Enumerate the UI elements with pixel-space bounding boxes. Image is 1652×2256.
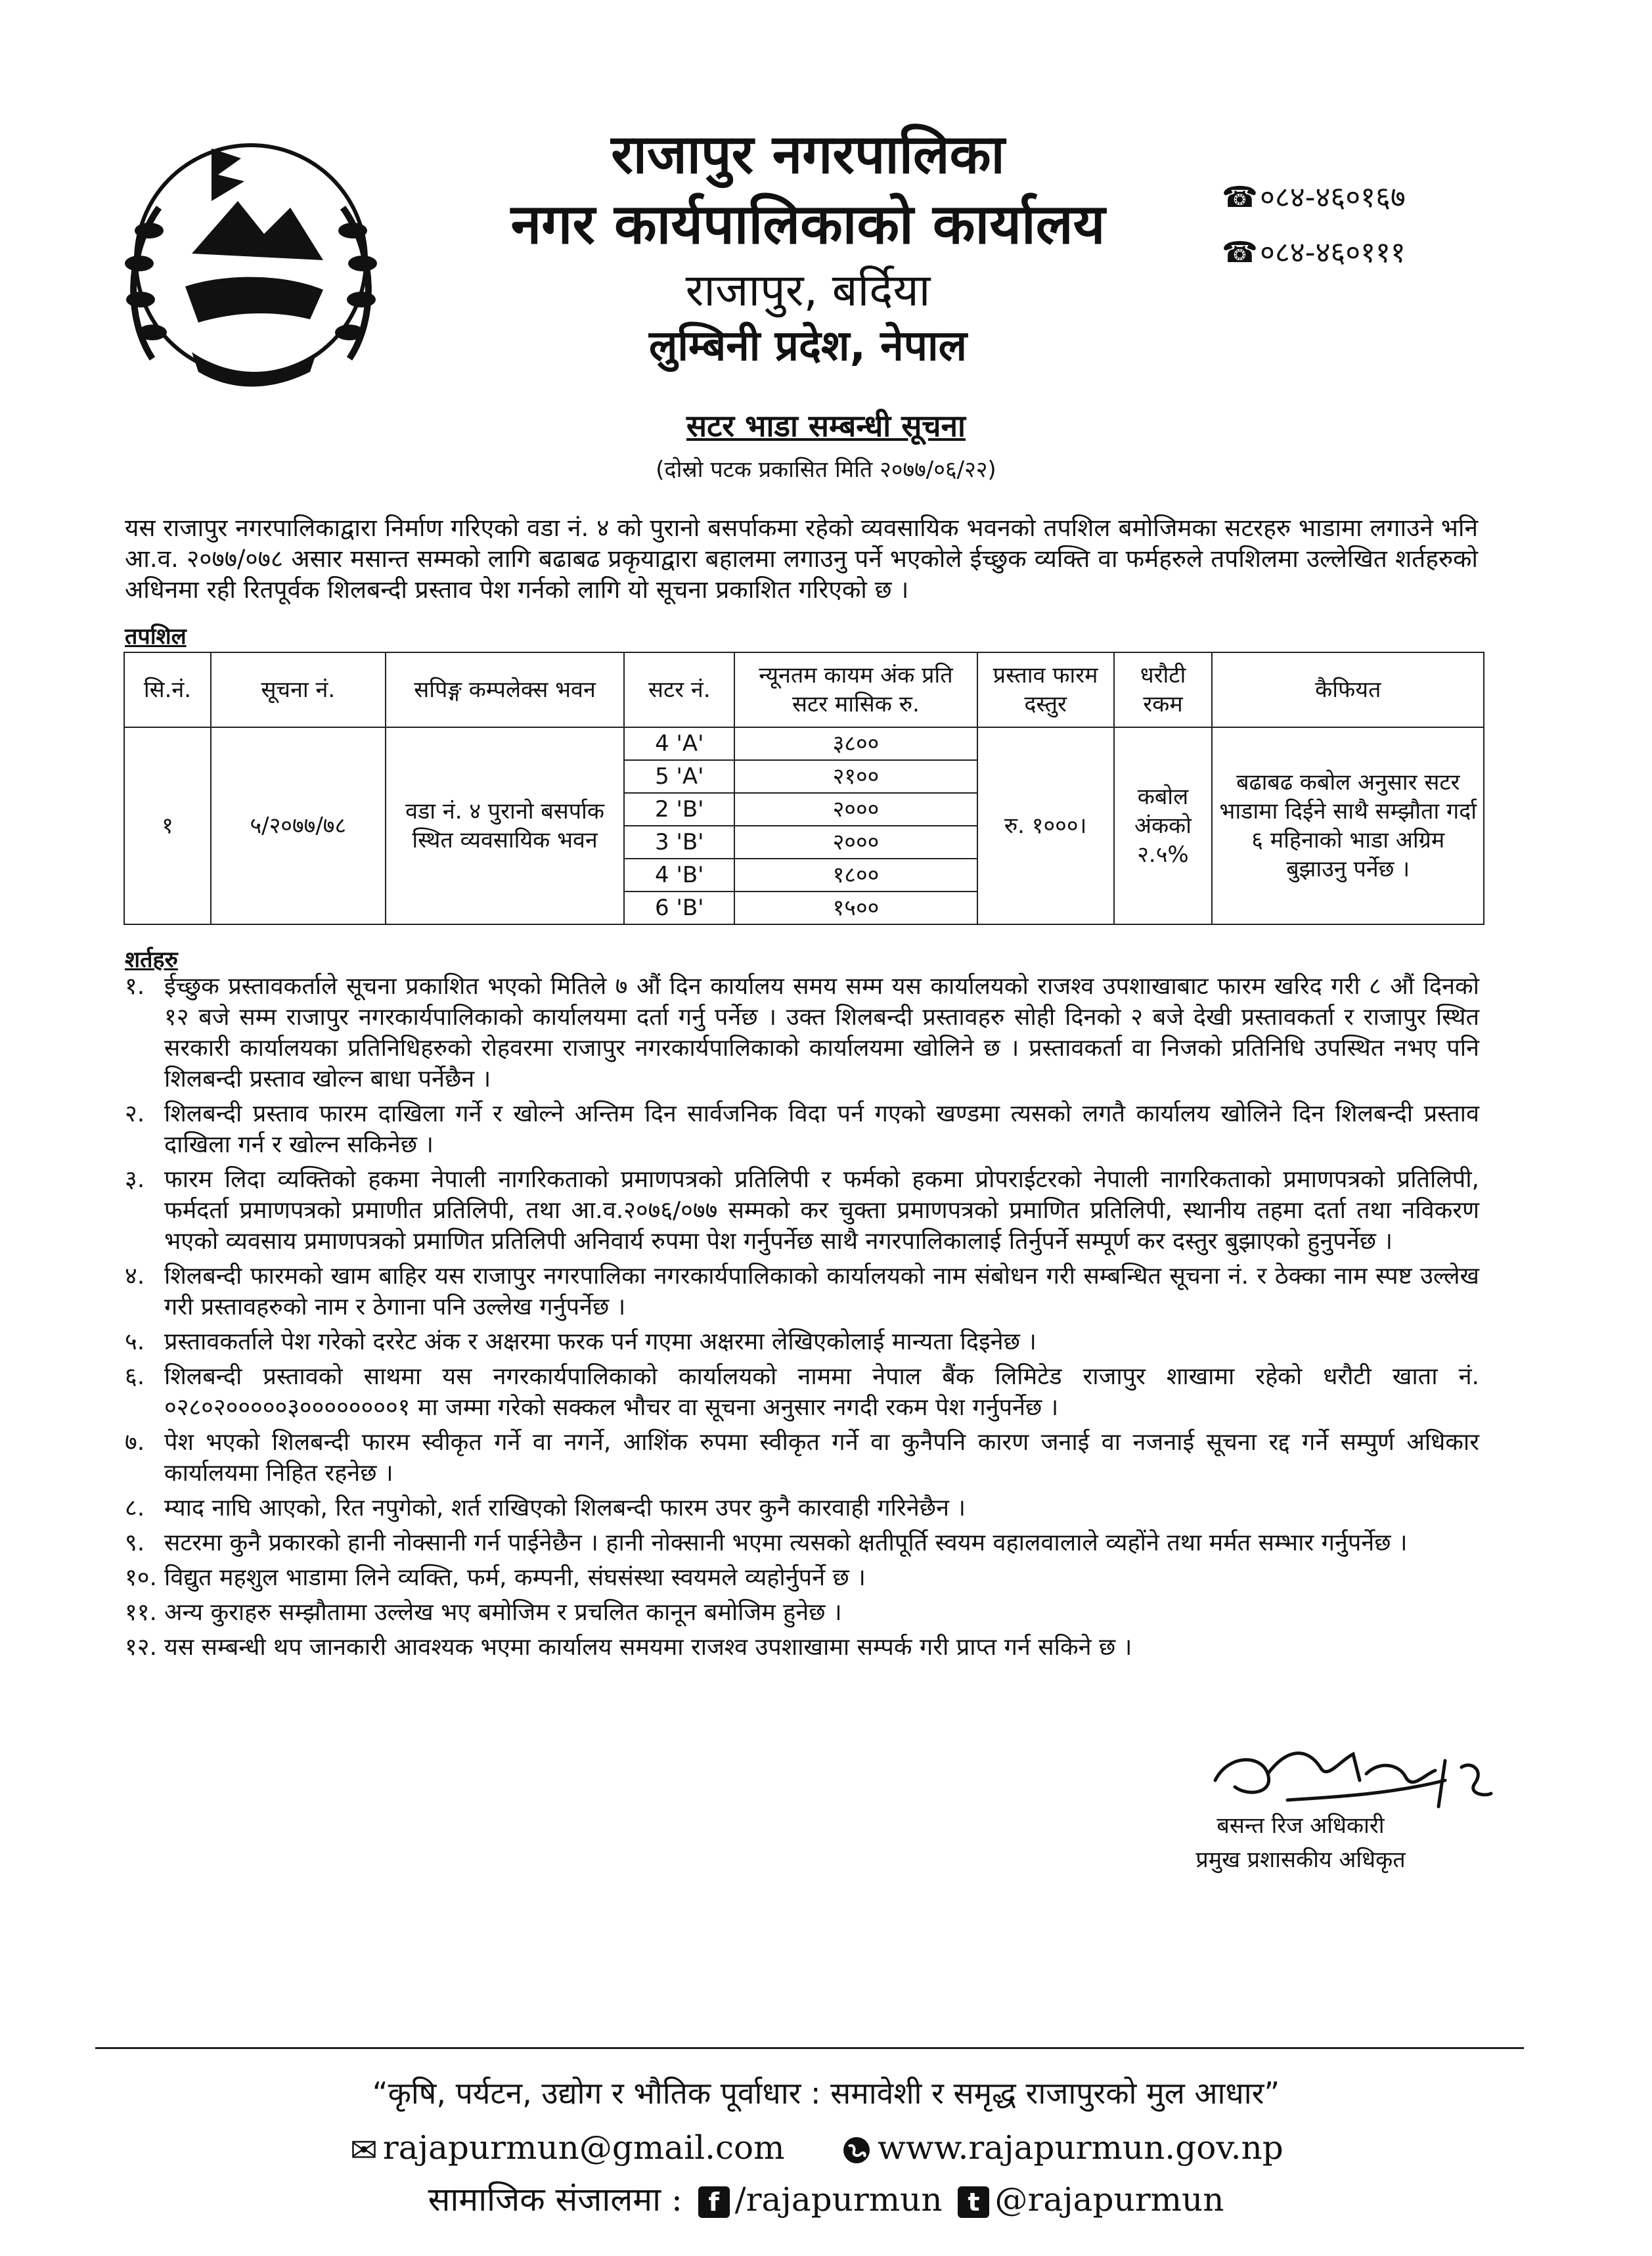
- header-min-rent: न्यूनतम कायम अंक प्रति सटर मासिक रु.: [734, 652, 977, 727]
- footer-divider: [95, 2047, 1524, 2049]
- cell-min-rent: ३८००: [734, 727, 977, 760]
- footer-website[interactable]: [836, 2129, 1284, 2167]
- term-number: १०.: [125, 1564, 157, 1591]
- cell-shutter-no: 3 'B': [624, 826, 734, 859]
- email-text: rajapurmun@gmail.com: [382, 2129, 785, 2167]
- notice-subtitle: (दोस्रो पटक प्रकासित मिति २०७७/०६/२२): [656, 457, 996, 483]
- header-sn: सि.नं.: [124, 652, 211, 727]
- globe-icon: [841, 2134, 872, 2166]
- telephone-icon: ☎: [1222, 181, 1258, 214]
- signatory-name: बसन्त रिज अधिकारी: [1217, 1813, 1385, 1839]
- term-text: ईच्छुक प्रस्तावकर्ताले सूचना प्रकाशित भएको मितिले ७ औं दिन कार्यालय समय सम्म यस कार्यालयको राजश्व उपशाखाबाट फारम खरिद गरी ८ औं दिनको १२ बजे सम्म राजापुर नगरकार्यपालिकाको कार्यालयमा दर्ता गर्नु पर्नेछ । उक्त शिलबन्दी प्रस्तावहरु सोही दिनको २ बजे देखी प्रस्तावकर्ता र राजापुर स्थित सरकारी कार्यालयका प्रतिनिधिहरुको रोहवरमा राजापुर नगरकार्यपालिकाको कार्यालयमा खोलिने छ । प्रस्तावकर्ता वा निजको प्रतिनिधि उपस्थित नभए पनि शिलबन्दी प्रस्ताव खोल्न बाधा पर्नेछैन ।: [164, 973, 1479, 1093]
- nepal-emblem-icon: [113, 122, 389, 398]
- term-text: अन्य कुराहरु सम्झौतामा उल्लेख भए बमोजिम र प्रचलित कानून बमोजिम हुनेछ ।: [164, 1599, 842, 1626]
- header-complex: सपिङ्ग कम्पलेक्स भवन: [386, 652, 625, 727]
- intro-paragraph: यस राजापुर नगरपालिकाद्वारा निर्माण गरिएको वडा नं. ४ को पुरानो बसर्पाकमा रहेको व्यवसायिक भवनको तपशिल बमोजिमका सटरहरु भाडामा लगाउने भनि आ.व. २०७७/०७८ असार मसान्त सम्मको लागि बढाबढ प्रकृयाद्वारा बहालमा लगाउनु पर्ने भएकोले ईच्छुक व्यक्ति वा फर्महरुले तपशिलमा उल्लेखित शर्तहरुको अधिनमा रही रितपूर्वक शिलबन्दी प्रस्ताव पेश गर्नको लागि यो सूचना प्रकाशित गरिएको छ ।: [125, 514, 1478, 604]
- header-deposit: धरौटी रकम: [1114, 652, 1213, 727]
- envelope-icon: ✉: [350, 2131, 378, 2169]
- municipality-name: राजापुर नगरपालिका: [611, 124, 1005, 186]
- list-item: [125, 1597, 1479, 1628]
- telephone-icon: ☎: [1222, 236, 1258, 269]
- term-number: ६.: [125, 1363, 145, 1390]
- phone-number-2: [1222, 231, 1406, 271]
- twitter-handle[interactable]: @rajapurmun: [994, 2180, 1224, 2219]
- cell-min-rent: २०००: [734, 793, 977, 826]
- cell-remarks: बढाबढ कबोल अनुसार सटर भाडामा दिईने साथै सम्झौता गर्दा ६ महिनाको भाडा अग्रिम बुझाउनु पर्नेछ ।: [1212, 727, 1484, 924]
- list-item: [125, 1562, 1479, 1593]
- term-text: शिलबन्दी प्रस्ताव फारम दाखिला गर्ने र खोल्ने अन्तिम दिन सार्वजनिक विदा पर्न गएको खण्डमा त्यसको लगतै कार्यालय खोलिने दिन शिलबन्दी प्रस्ताव दाखिला गर्न र खोल्न सकिनेछ ।: [164, 1100, 1479, 1158]
- schedule-label: तपशिल: [125, 623, 187, 650]
- header-remarks: कैफियत: [1212, 652, 1484, 727]
- signatory-designation: प्रमुख प्रशासकीय अधिकृत: [1195, 1847, 1406, 1873]
- header-shutter-no: सटर नं.: [624, 652, 734, 727]
- cell-shutter-no: 4 'B': [624, 859, 734, 891]
- cell-shutter-no: 2 'B': [624, 793, 734, 826]
- term-text: शिलबन्दी फारमको खाम बाहिर यस राजापुर नगरपालिका नगरकार्यपालिकाको कार्यालयको नाम संबोधन गरी सम्बन्धित सूचना नं. र ठेक्का नाम स्पष्ट उल्लेख गरी प्रस्तावहरुको नाम र ठेगाना पनि उल्लेख गर्नुपर्नेछ ।: [164, 1263, 1479, 1320]
- term-number: ७.: [125, 1429, 145, 1456]
- term-number: ८.: [125, 1495, 145, 1522]
- term-number: ९.: [125, 1529, 145, 1556]
- province-name: लुम्बिनी प्रदेश, नेपाल: [648, 322, 968, 371]
- cell-form-fee: रु. १०००।: [977, 727, 1114, 924]
- phone-text: ०८४-४६०१६७: [1260, 181, 1406, 214]
- list-item: [125, 1427, 1479, 1489]
- term-text: शिलबन्दी प्रस्तावको साथमा यस नगरकार्यपालिकाको कार्यालयको नाममा नेपाल बैंक लिमिटेड राजापुर शाखामा रहेको धरौटी खाता नं. ०२८०२०००००३००००००००१ मा जम्मा गरेको सक्कल भौचर वा सूचना अनुसार नगदी रकम पेश गर्नुपर्नेछ ।: [164, 1363, 1479, 1421]
- list-item: [125, 1632, 1479, 1663]
- cell-complex: वडा नं. ४ पुरानो बसर्पाक स्थित व्यवसायिक भवन: [386, 727, 625, 924]
- footer-slogan: “कृषि, पर्यटन, उद्योग र भौतिक पूर्वाधार : समावेशी र समृद्ध राजापुरको मुल आधार”: [372, 2075, 1280, 2111]
- term-text: प्रस्तावकर्ताले पेश गरेको दररेट अंक र अक्षरमा फरक पर्न गएमा अक्षरमा लेखिएकोलाई मान्यता दिइनेछ ।: [164, 1328, 1037, 1355]
- term-text: फारम लिदा व्यक्तिको हकमा नेपाली नागरिकताको प्रमाणपत्रको प्रतिलिपी र फर्मको हकमा प्रोपराईटरको नेपाली नागरिकताको प्रमाणपत्रको प्रतिलिपी, फर्मदर्ता प्रमाणपत्रको प्रमाणीत प्रतिलिपी, तथा आ.व.२०७६/०७७ सम्मको कर चुक्ता प्रमाणपत्रको प्रमाणित प्रतिलिपी, स्थानीय तहमा दर्ता तथा नविकरण भएको व्यवसाय प्रमाणपत्रको प्रमाणित प्रतिलिपी अनिवार्य रुपमा पेश गर्नुपर्नेछ साथै नगरपालिकालाई तिर्नुपर्ने सम्पूर्ण कर दस्तुर बुझाएको हुनुपर्नेछ ।: [164, 1166, 1479, 1255]
- header-notice-no: सूचना नं.: [211, 652, 386, 727]
- list-item: [125, 1493, 1479, 1523]
- term-number: २.: [125, 1100, 145, 1127]
- term-text: यस सम्बन्धी थप जानकारी आवश्यक भएमा कार्यालय समयमा राजश्व उपशाखामा सम्पर्क गरी प्राप्त गर्न सकिने छ ।: [164, 1634, 1132, 1661]
- office-name: नगर कार्यपालिकाको कार्यालय: [510, 192, 1105, 256]
- table-row: [124, 727, 1484, 760]
- term-number: १२.: [125, 1634, 157, 1661]
- table-header-row: [124, 652, 1484, 727]
- cell-shutter-no: 5 'A': [624, 760, 734, 793]
- facebook-icon: f: [698, 2186, 730, 2218]
- website-text: www.rajapurmun.gov.np: [878, 2129, 1284, 2167]
- cell-min-rent: २०००: [734, 826, 977, 859]
- cell-deposit: कबोल अंकको २.५%: [1114, 727, 1213, 924]
- list-item: [125, 1098, 1479, 1160]
- cell-min-rent: २१००: [734, 760, 977, 793]
- list-item: [125, 971, 1479, 1094]
- term-number: ३.: [125, 1166, 145, 1193]
- term-text: पेश भएको शिलबन्दी फारम स्वीकृत गर्ने वा नगर्ने, आशिंक रुपमा स्वीकृत गर्ने वा कुनैपनि कारण जनाई वा नजनाई सूचना रद्द गर्ने सम्पुर्ण अधिकार कार्यालयमा निहित रहनेछ ।: [164, 1429, 1479, 1487]
- twitter-icon: t: [958, 2186, 989, 2218]
- term-text: सटरमा कुनै प्रकारको हानी नोक्सानी गर्न पाईनेछैन । हानी नोक्सानी भएमा त्यसको क्षतीपूर्ति स्वयम वहालवालाले व्यहोंने तथा मर्मत सम्भार गर्नुपर्नेछ ।: [164, 1529, 1408, 1556]
- term-text: विद्युत महशुल भाडामा लिने व्यक्ति, फर्म, कम्पनी, संघसंस्था स्वयमले व्यहोर्नुपर्ने छ ।: [164, 1564, 866, 1591]
- cell-notice-no: ५/२०७७/७८: [211, 727, 386, 924]
- list-item: [125, 1527, 1479, 1558]
- header-form-fee: प्रस्ताव फारम दस्तुर: [977, 652, 1114, 727]
- facebook-handle[interactable]: /rajapurmun: [734, 2180, 943, 2219]
- cell-shutter-no: 6 'B': [624, 891, 734, 924]
- term-number: ५.: [125, 1328, 145, 1355]
- term-text: म्याद नाघि आएको, रित नपुगेको, शर्त राखिएको शिलबन्दी फारम उपर कुनै कारवाही गरिनेछैन ।: [164, 1495, 966, 1522]
- list-item: [125, 1361, 1479, 1423]
- cell-min-rent: १५००: [734, 891, 977, 924]
- shutter-schedule-table: [123, 652, 1485, 925]
- office-location: राजापुर, बर्दिया: [685, 265, 931, 317]
- footer-social: [0, 2176, 1652, 2221]
- notice-title-text: सटर भाडा सम्बन्धी सूचना: [686, 408, 966, 443]
- terms-heading: शर्तहरु: [125, 947, 178, 973]
- cell-shutter-no: 4 'A': [624, 727, 734, 760]
- terms-list: [125, 971, 1479, 1667]
- phone-number-1: [1222, 176, 1406, 215]
- list-item: [125, 1326, 1479, 1357]
- footer-email[interactable]: [345, 2129, 784, 2169]
- term-number: ४.: [125, 1263, 145, 1290]
- list-item: [125, 1164, 1479, 1257]
- cell-sn: १: [124, 727, 211, 924]
- term-number: १.: [125, 973, 145, 1000]
- term-number: ११.: [125, 1599, 157, 1626]
- list-item: [125, 1261, 1479, 1322]
- social-label: सामाजिक संजालमा :: [428, 2180, 682, 2219]
- notice-title: [0, 405, 1652, 445]
- cell-min-rent: १८००: [734, 859, 977, 891]
- phone-text: ०८४-४६०१११: [1260, 236, 1406, 269]
